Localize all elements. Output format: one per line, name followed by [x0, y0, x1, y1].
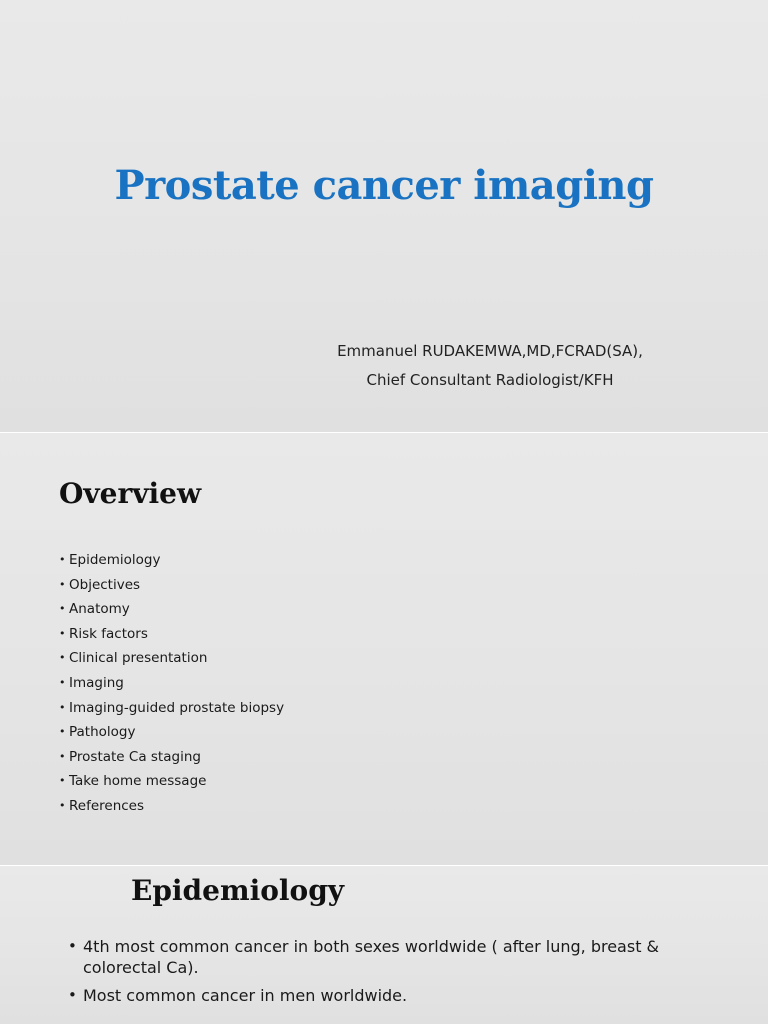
bullet-icon: • — [59, 602, 66, 616]
list-item-text: Imaging — [69, 674, 124, 691]
list-item-text: Most common cancer in men worldwide. — [83, 986, 408, 1005]
list-item-text: Pathology — [69, 724, 136, 741]
bullet-icon: • — [59, 553, 66, 566]
list-item — [68, 985, 708, 1006]
epidemiology-list — [68, 936, 708, 1013]
bullet-icon: • — [59, 700, 66, 714]
list-item-text: 4th most common cancer in both sexes worldwide ( after lung, breast & colorectal Ca). — [83, 937, 660, 977]
bullet-icon: • — [59, 626, 66, 640]
list-item — [59, 720, 284, 745]
list-item — [59, 671, 284, 696]
slide-overview[interactable] — [0, 433, 768, 865]
overview-list — [59, 548, 284, 819]
author-name: Emmanuel RUDAKEMWA,MD,FCRAD(SA), — [337, 342, 643, 360]
list-item — [59, 794, 284, 819]
author-block — [300, 337, 680, 395]
slide-epidemiology[interactable] — [0, 866, 768, 1024]
list-item — [59, 573, 284, 598]
list-item-text: Risk factors — [69, 625, 148, 642]
bullet-icon: • — [59, 725, 66, 739]
bullet-icon: • — [59, 798, 66, 812]
list-item-text: Take home message — [69, 773, 207, 790]
bullet-icon: • — [59, 774, 66, 788]
list-item-text: Epidemiology — [69, 552, 161, 568]
overview-heading: Overview — [59, 477, 202, 510]
list-item — [59, 769, 284, 794]
list-item — [68, 936, 708, 978]
list-item-text: Anatomy — [69, 601, 130, 618]
presentation-title: Prostate cancer imaging — [114, 162, 654, 209]
slide-title[interactable] — [0, 0, 768, 432]
bullet-icon: • — [59, 651, 66, 665]
bullet-icon: • — [68, 986, 77, 1004]
list-item-text: References — [69, 797, 145, 814]
list-item — [59, 622, 284, 647]
list-item-text: Imaging-guided prostate biopsy — [69, 699, 285, 716]
author-position: Chief Consultant Radiologist/KFH — [366, 371, 614, 389]
epidemiology-heading: Epidemiology — [131, 874, 345, 907]
bullet-icon: • — [59, 675, 66, 689]
list-item — [59, 745, 284, 770]
bullet-icon: • — [59, 577, 66, 591]
bullet-icon: • — [68, 937, 77, 955]
list-item — [59, 548, 284, 573]
bullet-icon: • — [59, 749, 66, 763]
list-item — [59, 646, 284, 671]
list-item-text: Objectives — [69, 576, 141, 593]
list-item — [59, 597, 284, 622]
list-item-text: Prostate Ca staging — [69, 748, 201, 765]
list-item-text: Clinical presentation — [69, 650, 208, 667]
list-item — [59, 696, 284, 721]
